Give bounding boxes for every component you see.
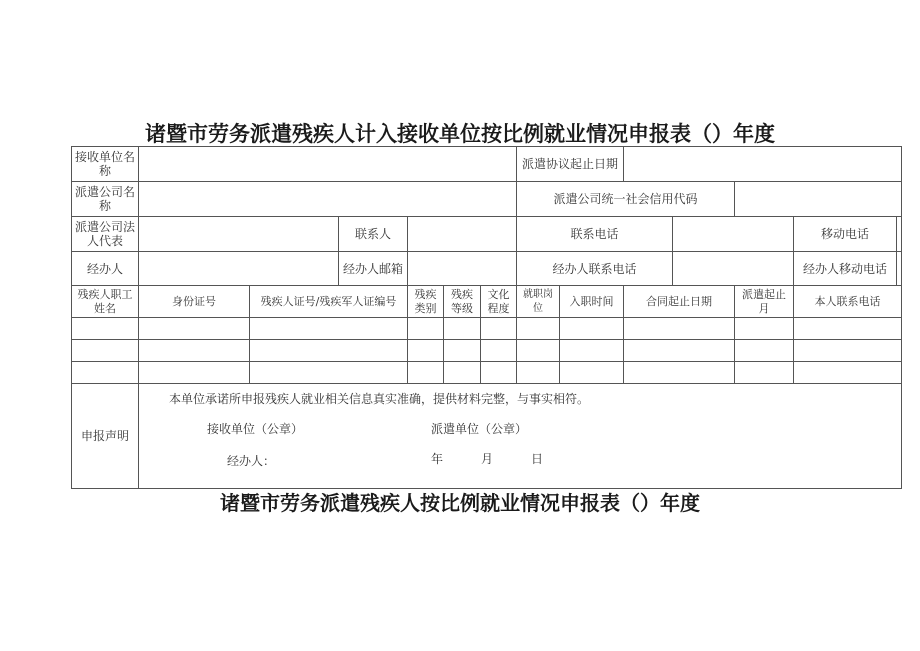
receiver-unit-field[interactable]	[139, 147, 517, 182]
mobile-label: 移动电话	[794, 217, 897, 252]
credit-code-field[interactable]	[735, 182, 902, 217]
col-header-level: 残疾等级	[444, 286, 481, 318]
declaration-body	[139, 384, 901, 488]
handler-email-label: 经办人邮箱	[339, 252, 408, 286]
handler-mobile-field[interactable]	[897, 252, 902, 286]
date-month: 月	[481, 452, 494, 466]
declaration-label: 申报声明	[72, 384, 139, 489]
handler-field[interactable]	[139, 252, 339, 286]
declaration-form	[71, 146, 902, 489]
col-header-education: 文化程度	[481, 286, 517, 318]
receiver-unit-label: 接收单位名称	[72, 147, 139, 182]
table-row	[72, 340, 902, 362]
legal-rep-label: 派遣公司法人代表	[72, 217, 139, 252]
contact-field[interactable]	[408, 217, 517, 252]
dispatch-company-field[interactable]	[139, 182, 517, 217]
contact-phone-label: 联系电话	[517, 217, 673, 252]
date-day: 日	[531, 452, 544, 466]
col-header-post: 就职岗位	[517, 286, 560, 318]
handler-signature: 经办人：	[227, 454, 276, 468]
col-header-dispatch-months: 派遣起止月	[735, 286, 794, 318]
table-row	[72, 318, 902, 340]
declaration-text: 本单位承诺所申报残疾人就业相关信息真实准确，提供材料完整，与事实相符。	[169, 392, 590, 406]
contact-label: 联系人	[339, 217, 408, 252]
dispatch-date-label: 派遣协议起止日期	[517, 147, 624, 182]
date-year: 年	[431, 452, 444, 466]
col-header-contract-dates: 合同起止日期	[624, 286, 735, 318]
page-title: 诸暨市劳务派遣残疾人计入接收单位按比例就业情况申报表（）年度	[145, 122, 775, 146]
credit-code-label: 派遣公司统一社会信用代码	[517, 182, 735, 217]
col-header-cert: 残疾人证号/残疾军人证编号	[250, 286, 408, 318]
table-row	[72, 362, 902, 384]
receiver-seal: 接收单位（公章）	[207, 422, 304, 436]
col-header-category: 残疾类别	[408, 286, 444, 318]
dispatch-seal: 派遣单位（公章）	[431, 422, 528, 436]
handler-phone-field[interactable]	[673, 252, 794, 286]
dispatch-company-label: 派遣公司名称	[72, 182, 139, 217]
handler-label: 经办人	[72, 252, 139, 286]
col-header-hire-date: 入职时间	[560, 286, 624, 318]
handler-phone-label: 经办人联系电话	[517, 252, 673, 286]
handler-email-field[interactable]	[408, 252, 517, 286]
col-header-name: 残疾人职工姓名	[72, 286, 139, 318]
col-header-phone: 本人联系电话	[794, 286, 902, 318]
contact-phone-field[interactable]	[673, 217, 794, 252]
footer-title: 诸暨市劳务派遣残疾人按比例就业情况申报表（）年度	[220, 491, 700, 515]
dispatch-date-field[interactable]	[624, 147, 902, 182]
legal-rep-field[interactable]	[139, 217, 339, 252]
handler-mobile-label: 经办人移动电话	[794, 252, 897, 286]
col-header-id: 身份证号	[139, 286, 250, 318]
mobile-field[interactable]	[897, 217, 902, 252]
